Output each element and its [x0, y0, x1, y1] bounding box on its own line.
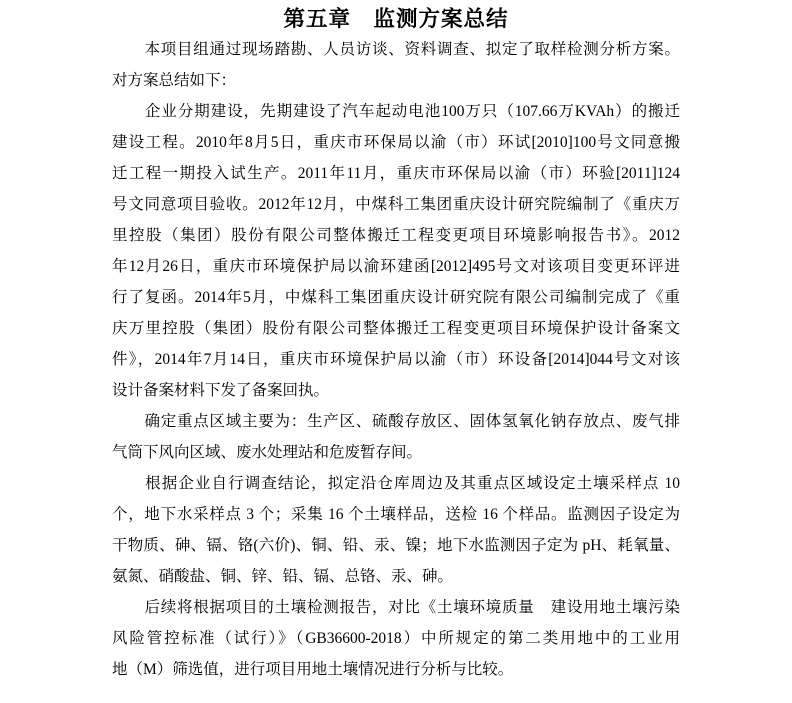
paragraph-line: 里控股（集团）股份有限公司整体搬迁工程变更项目环境影响报告书》。2012: [112, 227, 680, 244]
paragraph-line: 确定重点区域主要为：生产区、硫酸存放区、固体氢氧化钠存放点、废气排: [112, 413, 680, 430]
paragraph-line: 年12月26日，重庆市环境保护局以渝环建函[2012]495号文对该项目变更环评进: [112, 258, 680, 275]
paragraph-line: 个，地下水采样点 3 个；采集 16 个土壤样品，送检 16 个样品。监测因子设定为: [112, 506, 680, 523]
paragraph-line: 干物质、砷、镉、铬(六价)、铜、铅、汞、镍；地下水监测因子定为 pH、耗氧量、: [112, 537, 680, 554]
paragraph-line: 根据企业自行调查结论，拟定沿仓库周边及其重点区域设定土壤采样点 10: [112, 475, 680, 492]
paragraph-line: 本项目组通过现场踏勘、人员访谈、资料调查、拟定了取样检测分析方案。: [112, 41, 680, 58]
paragraph-line: 地（M）筛选值，进行项目用地土壤情况进行分析与比较。: [112, 661, 514, 678]
paragraph-line: 迁工程一期投入试生产。2011年11月，重庆市环保局以渝（市）环验[2011]124: [112, 165, 680, 182]
paragraph-line: 行了复函。2014年5月，中煤科工集团重庆设计研究院有限公司编制完成了《重: [112, 289, 680, 306]
paragraph: [112, 406, 680, 468]
document-body: [112, 34, 680, 685]
paragraph-line: 风险管控标准（试行）》（GB36600-2018）中所规定的第二类用地中的工业用: [112, 630, 680, 647]
paragraph: [112, 592, 680, 685]
paragraph-line: 氨氮、硝酸盐、铜、锌、铅、镉、总铬、汞、砷。: [112, 568, 454, 585]
paragraph-line: 企业分期建设，先期建设了汽车起动电池100万只（107.66万KVAh）的搬迁: [112, 103, 680, 120]
paragraph-line: 设计备案材料下发了备案回执。: [112, 382, 330, 399]
paragraph: [112, 34, 680, 96]
chapter-title: 第五章 监测方案总结: [283, 7, 509, 31]
paragraph-line: 对方案总结如下：: [112, 72, 237, 89]
paragraph-line: 后续将根据项目的土壤检测报告，对比《土壤环境质量 建设用地土壤污染: [112, 599, 680, 616]
paragraph-line: 建设工程。2010年8月5日，重庆市环保局以渝（市）环试[2010]100号文同意搬: [112, 134, 680, 151]
paragraph-line: 庆万里控股（集团）股份有限公司整体搬迁工程变更项目环境保护设计备案文: [112, 320, 680, 337]
paragraph-line: 气筒下风向区域、废水处理站和危废暂存间。: [112, 444, 423, 461]
paragraph-line: 件》，2014年7月14日，重庆市环境保护局以渝（市）环设备[2014]044号文对该: [112, 351, 680, 368]
paragraph-line: 号文同意项目验收。2012年12月，中煤科工集团重庆设计研究院编制了《重庆万: [112, 196, 680, 213]
paragraph: [112, 96, 680, 406]
paragraph: [112, 468, 680, 592]
